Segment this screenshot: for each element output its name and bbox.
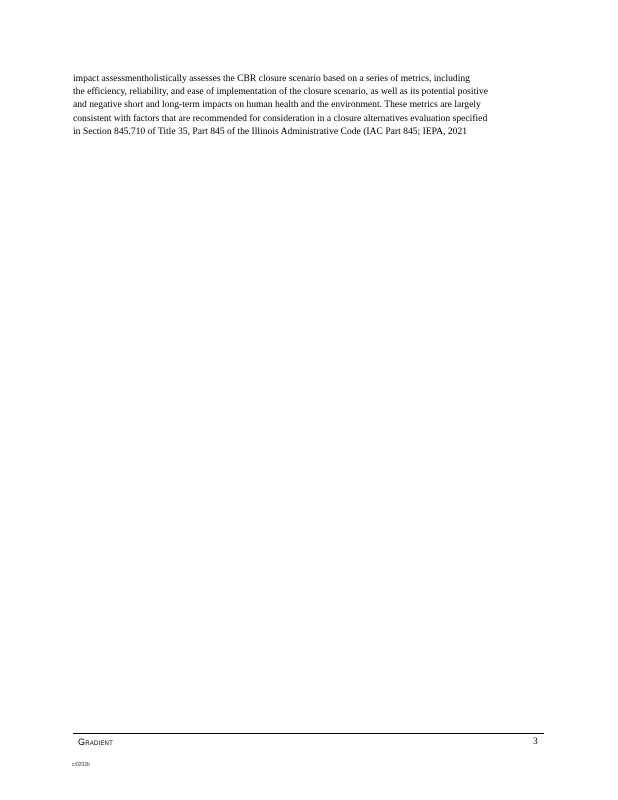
page-number: 3 (533, 737, 538, 747)
footer-brand-logo: Gradient (78, 737, 113, 747)
body-line: and negative short and long-term impacts on human health and the environment. These metrics are largely (73, 99, 481, 111)
body-line: the efficiency, reliability, and ease of implementation of the closure scenario, as well as its potential positive (73, 86, 488, 98)
footer-divider (73, 733, 544, 734)
body-line: in Section 845.710 of Title 35, Part 845 of the Illinois Administrative Code (IAC Part 845; IEPA, 2021 (73, 125, 468, 137)
body-line: impact assessmentholistically assesses the CBR closure scenario based on a series of metrics, including (73, 73, 470, 84)
body-line: consistent with factors that are recommended for consideration in a closure alternatives evaluation specified (73, 112, 488, 124)
body-paragraph (73, 72, 558, 138)
document-code: c/0202b (72, 762, 90, 768)
